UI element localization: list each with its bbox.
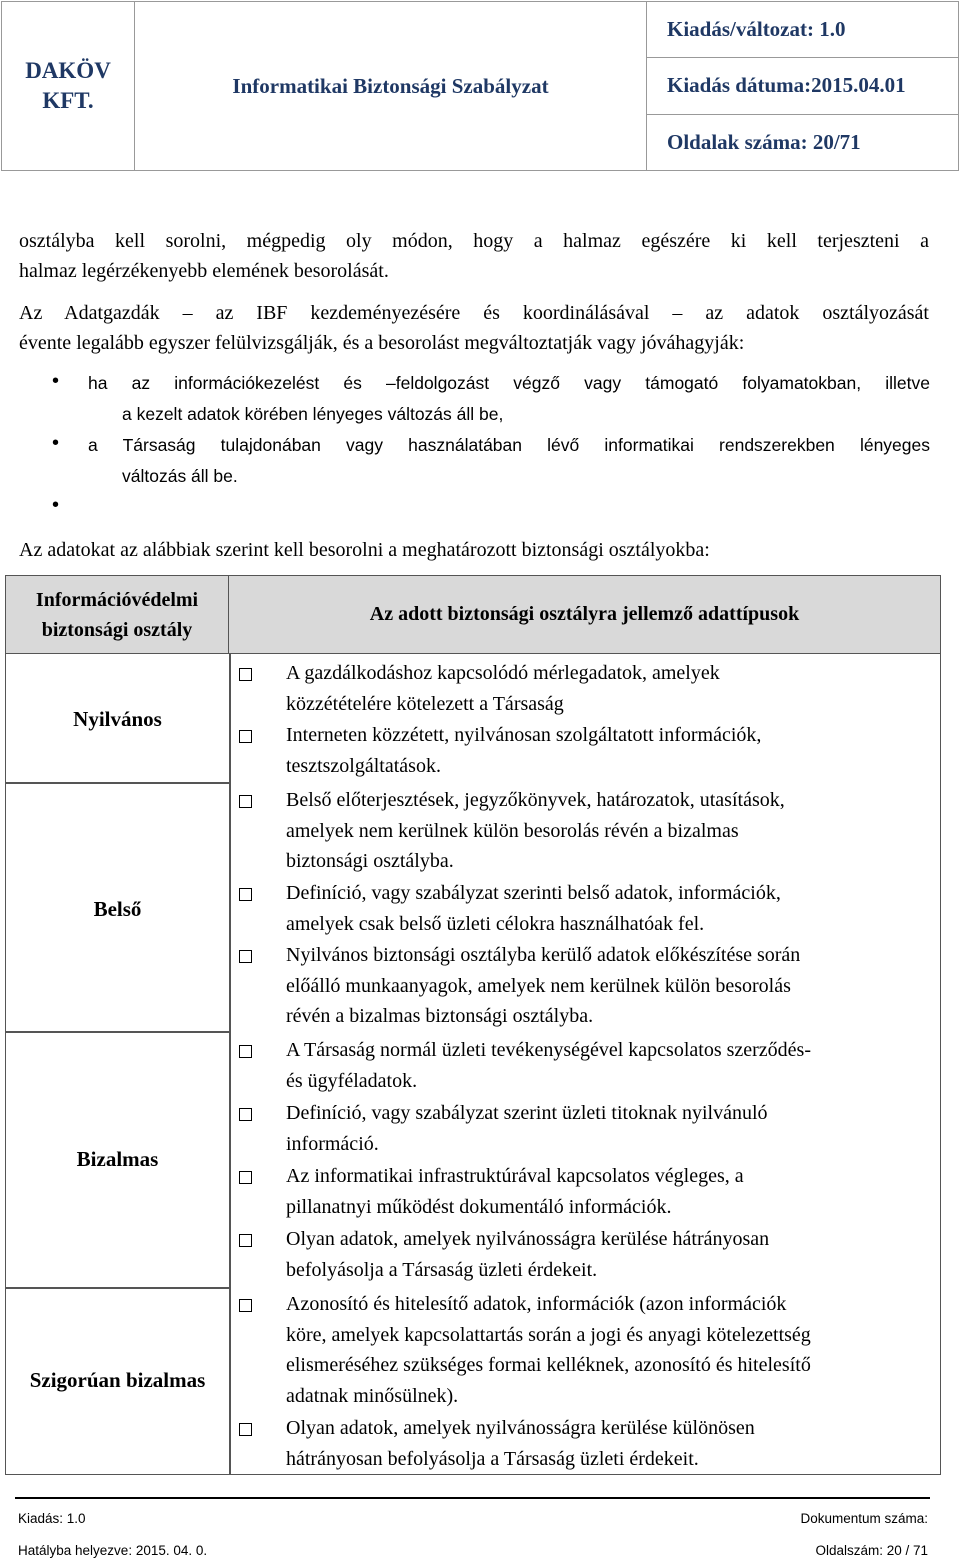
data-type-item [231, 1224, 931, 1285]
data-type-item-line: amelyek nem kerülnek külön besorolás révén a bizalmas [286, 819, 739, 842]
bullet-item-1-line-2: a kezelt adatok körében lényeges változás áll be, [122, 404, 504, 424]
data-type-item-line: elismeréséhez szükséges formai kelléknek, azonosító és hitelesítő [286, 1354, 811, 1376]
data-type-item-line: Belső előterjesztések, jegyzőkönyvek, határozatok, utasítások, [286, 789, 785, 811]
class-column-header [6, 576, 229, 653]
bullet-item-1-line-1: ha az információkezelést és –feldolgozást végző vagy támogató folyamatokban, illetve [88, 373, 930, 393]
row-divider [6, 1287, 229, 1289]
bullet-item-2 [88, 430, 930, 492]
footer-effective-date: Hatályba helyezve: 2015. 04. 0. [18, 1543, 208, 1558]
bullet-item-1 [88, 368, 930, 430]
class-confidential: Bizalmas [76, 1147, 159, 1171]
data-type-item-line: és ügyféladatok. [286, 1069, 418, 1092]
document-meta [647, 2, 958, 170]
version-label: Kiadás/változat: 1.0 [667, 17, 846, 42]
data-type-item [231, 878, 931, 939]
class-internal: Belső [93, 897, 142, 921]
data-type-item-line: előálló munkaanyagok, amelyek nem kerülnek külön besorolás [286, 974, 791, 997]
types-column-header: Az adott biztonsági osztályra jellemző adattípusok [369, 603, 800, 625]
data-type-item-line: pillanatnyi működést dokumentáló információk. [286, 1195, 672, 1218]
data-type-item [231, 1289, 931, 1411]
checkbox-square-icon [239, 1423, 252, 1436]
page-header [1, 1, 959, 171]
page-count-label: Oldalak száma: 20/71 [647, 114, 958, 170]
data-type-item [231, 1035, 931, 1096]
paragraph-1-line-1: osztályba kell sorolni, mégpedig oly módon, hogy a halmaz egészére ki kell terjeszteni a [19, 230, 929, 252]
checkbox-square-icon [239, 795, 252, 808]
company-line1: DAKÖV [25, 58, 111, 83]
data-type-item-line: Olyan adatok, amelyek nyilvánosságra kerülése hátrányosan [286, 1228, 770, 1250]
checkbox-square-icon [239, 1045, 252, 1058]
data-type-item [231, 1098, 931, 1159]
footer-doc-number: Dokumentum száma: [800, 1511, 928, 1526]
data-type-item-line: Nyilvános biztonsági osztályba kerülő adatok előkészítése során [286, 944, 801, 966]
class-public: Nyilvános [73, 707, 162, 731]
issue-date-label: Kiadás dátuma:2015.04.01 [647, 57, 958, 113]
bullet-icon: • [52, 370, 60, 392]
data-type-item-line: információ. [286, 1132, 379, 1155]
data-type-item [231, 1161, 931, 1222]
checkbox-square-icon [239, 950, 252, 963]
bullet-icon: • [52, 494, 60, 516]
checkbox-square-icon [239, 1299, 252, 1312]
row-divider [6, 1031, 229, 1033]
data-type-item [231, 720, 931, 781]
data-type-item-line: A Társaság normál üzleti tevékenységével kapcsolatos szerződés- [286, 1039, 811, 1061]
data-type-item-line: A gazdálkodáshoz kapcsolódó mérlegadatok, amelyek [286, 662, 720, 684]
data-type-item [231, 658, 931, 719]
data-type-item [231, 785, 931, 877]
footer-divider [15, 1497, 930, 1499]
footer-page-number: Oldalszám: 20 / 71 [815, 1543, 928, 1558]
data-type-item-line: Interneten közzétett, nyilvánosan szolgáltatott információk, [286, 724, 762, 746]
paragraph-1-line-2: halmaz legérzékenyebb elemének besorolását. [19, 260, 389, 282]
data-type-item-line: közzétételére kötelezett a Társaság [286, 692, 564, 715]
data-type-item-line: Olyan adatok, amelyek nyilvánosságra kerülése különösen [286, 1417, 755, 1439]
classification-table [5, 575, 941, 1475]
document-title: Informatikai Biztonsági Szabályzat [135, 2, 647, 170]
class-column-header-line-2: biztonsági osztály [41, 618, 193, 641]
data-type-item-line: tesztszolgáltatások. [286, 754, 441, 777]
paragraph-2 [19, 298, 929, 358]
checkbox-square-icon [239, 730, 252, 743]
checkbox-square-icon [239, 1171, 252, 1184]
data-type-item [231, 940, 931, 1032]
paragraph-3: Az adatokat az alábbiak szerint kell besorolni a meghatározott biztonsági osztályokba: [19, 539, 710, 561]
checkbox-square-icon [239, 888, 252, 901]
data-type-item-line: köre, amelyek kapcsolattartás során a jogi és anyagi kötelezettség [286, 1323, 811, 1346]
paragraph-2-line-1: Az Adatgazdák – az IBF kezdeményezésére és koordinálásával – az adatok osztályozását [19, 302, 929, 324]
footer-edition: Kiadás: 1.0 [18, 1511, 86, 1526]
class-strictly-confidential: Szigorúan bizalmas [29, 1368, 206, 1392]
paragraph-1 [19, 226, 929, 286]
table-header [6, 576, 940, 654]
data-type-item-line: adatnak minősülnek). [286, 1384, 459, 1407]
data-type-item-line: biztonsági osztályba. [286, 850, 454, 872]
bullet-item-2-line-1: a Társaság tulajdonában vagy használatában lévő informatikai rendszerekben lényeges [88, 435, 930, 455]
data-type-item-line: amelyek csak belső üzleti célokra használhatóak fel. [286, 912, 705, 935]
checkbox-square-icon [239, 668, 252, 681]
company-name [2, 2, 135, 170]
data-type-item-line: révén a bizalmas biztonsági osztályba. [286, 1005, 594, 1027]
checkbox-square-icon [239, 1234, 252, 1247]
data-type-item [231, 1413, 931, 1474]
data-type-item-line: Definíció, vagy szabályzat szerint üzleti titoknak nyilvánuló [286, 1102, 768, 1124]
paragraph-2-line-2: évente legalább egyszer felülvizsgálják, és a besorolást megváltoztatják vagy jóváhagyják: [19, 332, 745, 354]
data-type-item-line: Definíció, vagy szabályzat szerinti belső adatok, információk, [286, 882, 781, 904]
class-column-header-line-1: Információvédelmi [35, 588, 199, 611]
bullet-item-2-line-2: változás áll be. [122, 466, 238, 486]
company-line2: KFT. [42, 88, 94, 113]
data-type-item-line: hátrányosan befolyásolja a Társaság üzleti érdekeit. [286, 1447, 699, 1470]
bullet-icon: • [52, 432, 60, 454]
row-divider [6, 782, 229, 784]
data-type-item-line: befolyásolja a Társaság üzleti érdekeit. [286, 1258, 598, 1281]
data-type-item-line: Azonosító és hitelesítő adatok, információk (azon információk [286, 1293, 787, 1315]
data-type-item-line: Az informatikai infrastruktúrával kapcsolatos végleges, a [286, 1165, 744, 1187]
checkbox-square-icon [239, 1108, 252, 1121]
